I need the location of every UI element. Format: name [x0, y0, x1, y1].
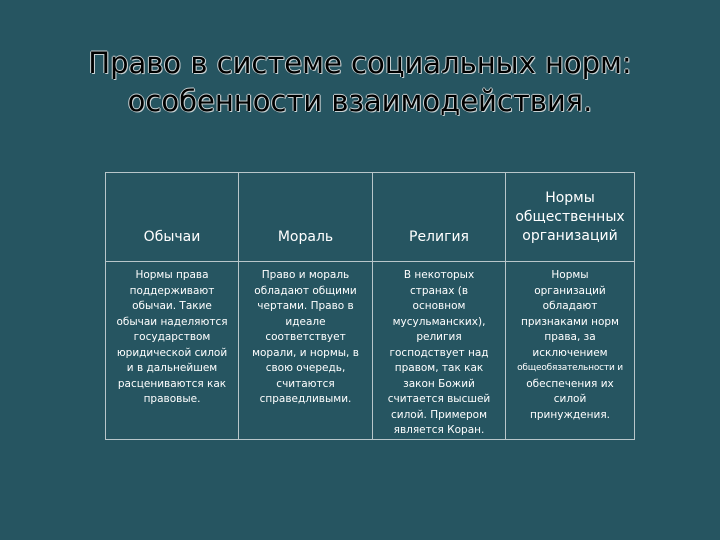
cell-line: основном — [412, 300, 466, 312]
cell-line: права, за — [544, 331, 596, 343]
header-morality: Мораль — [239, 173, 373, 262]
cell-line: В некоторых — [403, 269, 475, 281]
cell-line: чертами. Право в — [257, 300, 354, 312]
cell-line: обычаи наделяются — [116, 315, 228, 328]
header-organizations-line: организаций — [522, 227, 618, 244]
header-organizations-line: общественных — [515, 208, 625, 225]
cell-line: морали, и нормы, в — [252, 346, 359, 359]
header-organizations — [506, 173, 635, 262]
cell-line: обладают общими — [254, 284, 357, 297]
cell-organizations — [506, 262, 635, 440]
cell-line: обеспечения их — [526, 377, 614, 390]
title-line-1: Право в системе социальных норм: — [88, 46, 632, 80]
header-customs: Обычаи — [106, 173, 239, 262]
cell-line: поддерживают — [129, 284, 215, 297]
cell-line: обычаи. Такие — [132, 300, 212, 312]
cell-line: мусульманских), — [392, 315, 486, 328]
cell-line: считаются — [276, 377, 335, 390]
cell-line: считается высшей — [387, 393, 491, 405]
cell-line: Нормы — [551, 269, 589, 281]
table-row — [106, 262, 635, 440]
cell-line: силой — [553, 393, 587, 405]
cell-line: юридической силой — [116, 346, 228, 359]
cell-line: закон Божий — [403, 377, 475, 390]
table-header-row — [106, 173, 635, 262]
social-norms-table — [105, 172, 635, 440]
cell-line: идеале — [285, 315, 326, 328]
cell-line: признаками норм — [521, 315, 619, 328]
cell-customs — [106, 262, 239, 440]
cell-line: силой. Примером — [390, 408, 487, 421]
header-religion: Религия — [373, 173, 506, 262]
cell-line: правовые. — [143, 393, 201, 405]
cell-line: государством — [133, 331, 211, 343]
cell-line: организаций — [534, 284, 606, 297]
header-organizations-line: Нормы — [545, 189, 595, 206]
cell-line: обладают — [542, 300, 598, 312]
cell-line: религия — [416, 331, 462, 343]
cell-line: правом, так как — [394, 362, 484, 374]
slide-title — [40, 44, 680, 120]
title-line-2: особенности взаимодействия. — [127, 84, 593, 118]
cell-line: справедливыми. — [259, 393, 352, 405]
cell-line: господствует над — [389, 346, 489, 359]
cell-line: принуждения. — [530, 408, 610, 421]
cell-line: общеобязательности и — [517, 363, 623, 373]
cell-line: расцениваются как — [117, 377, 227, 390]
cell-line: Нормы права — [135, 269, 209, 281]
cell-line: свою очередь, — [265, 362, 346, 374]
cell-religion — [373, 262, 506, 440]
cell-line: исключением — [532, 346, 608, 359]
cell-line: является Коран. — [393, 424, 485, 436]
cell-line: Право и мораль — [261, 269, 350, 281]
cell-line: соответствует — [265, 331, 346, 343]
cell-line: и в дальнейшем — [126, 362, 218, 374]
cell-morality — [239, 262, 373, 440]
cell-line: странах (в — [409, 284, 469, 297]
